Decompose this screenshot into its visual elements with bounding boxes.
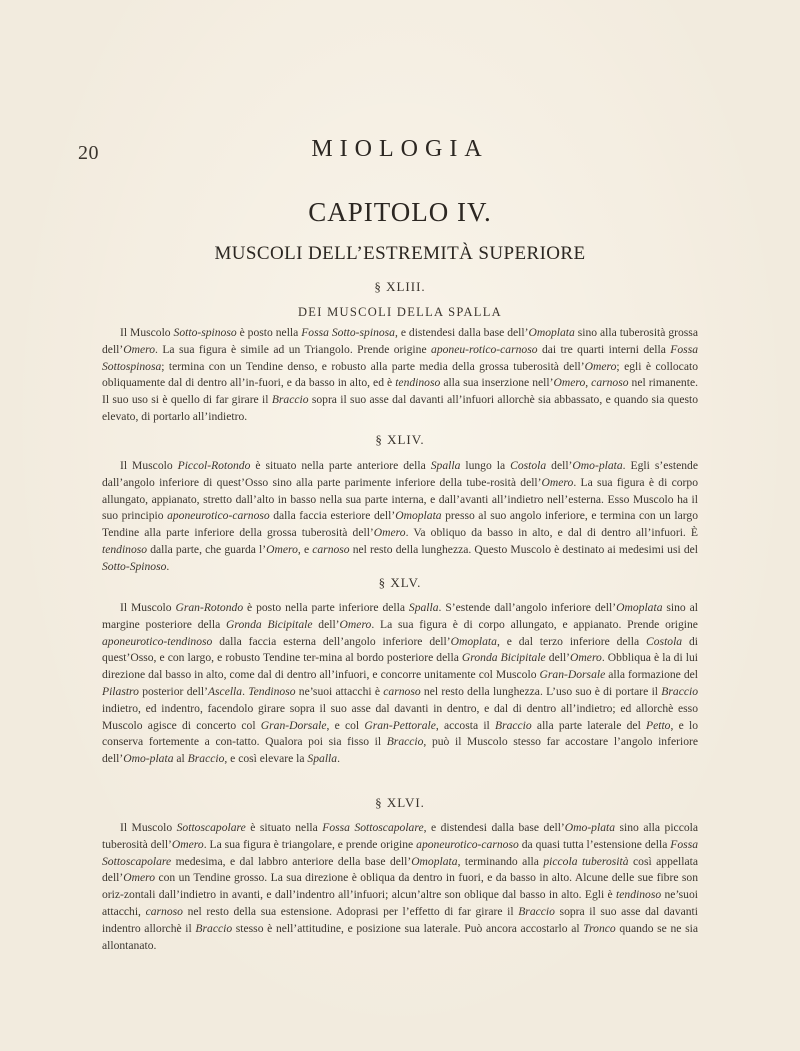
- italic-term: Sotto-Spinoso: [102, 559, 167, 573]
- italic-term: Braccio: [386, 735, 424, 749]
- italic-term: Fossa Sotto-spinosa: [301, 326, 395, 339]
- italic-term: Omero: [541, 475, 574, 489]
- paragraph-body-xlv: Il Muscolo Gran-Rotondo è posto nella parte inferiore della Spalla. S’estende dall’angolo inferiore dell’Omoplata sino al margine posteriore della Gronda Bicipitale dell’Omero. La sua figura è di corpo allungato, e appianato. Prende origine aponeurotico-tendinoso dalla faccia esterna dell’angolo inferiore dell’Omoplata, e dal terzo inferiore della Costola di quest’Osso, e con largo, e robusto Tendine ter-mina al bordo posteriore della Gronda Bicipitale dell’Omero. Obbliqua è la di lui direzione dal basso in alto, come dal di dentro all’infuori, e concorre unitamente col Muscolo Gran-Dorsale alla formazione del Pilastro posterior dell’Ascella. Tendinoso ne’suoi attacchi è carnoso nel resto della lunghezza. L’uso suo è di portare il Braccio indietro, ed indentro, facendolo girare sopra il suo asse dal davanti in dentro, e dal di dentro all’indietro; ed allorchè esso Muscolo agisce di concerto col Gran-Dorsale, e col Gran-Pettorale, accosta il Braccio alla parte laterale del Petto, e lo conserva fortemente a con-tatto. Qualora poi sia fisso il Braccio, può il Muscolo stesso far accostare l’angolo inferiore dell’Omo-plata al Braccio, e così elevare la Spalla.: [102, 601, 699, 766]
- paragraph-mark-xlv: § XLV.: [378, 575, 422, 590]
- italic-term: Ascella: [207, 684, 243, 698]
- italic-term: Braccio: [195, 921, 233, 935]
- italic-term: Omo-plata: [564, 821, 616, 834]
- italic-term: Gran-Dorsale: [260, 718, 327, 732]
- italic-term: Omo-plata: [572, 459, 623, 472]
- italic-term: tendinoso: [102, 542, 148, 556]
- italic-term: Sotto-spinoso: [173, 326, 237, 339]
- italic-term: Gran-Pettorale: [364, 718, 436, 732]
- italic-term: Omero: [584, 359, 617, 373]
- italic-term: Gronda Bicipitale: [461, 651, 546, 665]
- italic-term: Omo-plata: [123, 752, 174, 766]
- italic-term: Pilastro: [102, 684, 139, 698]
- italic-term: Spalla: [307, 752, 338, 766]
- section-title: MUSCOLI DELL’ESTREMITÀ SUPERIORE: [214, 243, 586, 264]
- italic-term: Fossa Sottoscapolare: [102, 837, 698, 868]
- italic-term: Omoplata: [450, 634, 497, 648]
- chapter-title: CAPITOLO IV.: [308, 197, 492, 227]
- italic-term: Sottoscapolare: [176, 821, 246, 834]
- italic-term: Piccol-Rotondo: [177, 459, 251, 472]
- italic-term: Braccio: [271, 393, 309, 407]
- italic-term: Omero: [553, 376, 586, 390]
- italic-term: Omoplata: [395, 509, 442, 523]
- italic-term: Omero: [373, 526, 406, 540]
- italic-term: Costola: [510, 459, 547, 472]
- paragraph-body-xliv: Il Muscolo Piccol-Rotondo è situato nella parte anteriore della Spalla lungo la Costola dell’Omo-plata. Egli s’estende dall’angolo inferiore di quest’Osso sino alla parte parimente inferiore della tube-rosità dell’Omero. La sua figura è di corpo allungato, appianato, stretto dall’alto in basso nella sua parte interna, e dall’avanti all’indietro nell’esterna. Esso Muscolo ha il suo principio aponeurotico-carnoso dalla faccia esteriore dell’Omoplata presso al suo angolo inferiore, e termina con un largo Tendine alla parte inferiore della grossa tuberosità dell’Omero. Va obliquo da basso in alto, e dal di dentro all’infuori. È tendinoso dalla parte, che guarda l’Omero, e carnoso nel resto della lunghezza. Questo Muscolo è destinato ai medesimi usi del Sotto-Spinoso.: [102, 459, 698, 573]
- italic-term: Omero: [266, 542, 298, 556]
- italic-term: Omoplata: [411, 854, 458, 868]
- italic-term: piccola tuberosità: [543, 854, 629, 868]
- paragraph-mark-xliv: § XLIV.: [375, 432, 425, 447]
- italic-term: carnoso: [383, 684, 421, 698]
- italic-term: Omero: [570, 651, 602, 665]
- italic-term: Fossa Sottospinosa: [102, 342, 698, 373]
- italic-term: carnoso: [145, 904, 183, 918]
- italic-term: Spalla: [430, 459, 461, 472]
- italic-term: Braccio: [661, 684, 698, 698]
- italic-term: aponeu-rotico-carnoso: [431, 342, 538, 356]
- italic-term: Braccio: [518, 904, 555, 918]
- italic-term: Gronda Bicipitale: [226, 617, 313, 631]
- italic-term: Petto: [646, 718, 671, 732]
- italic-term: aponeurotico-tendinoso: [102, 634, 213, 648]
- running-head: MIOLOGIA: [311, 136, 489, 162]
- italic-term: Braccio: [495, 718, 532, 732]
- italic-term: Omero: [123, 871, 156, 885]
- italic-term: carnoso: [591, 376, 629, 390]
- paragraph-mark-xliii: § XLIII.: [374, 279, 426, 294]
- italic-term: Fossa Sottoscapolare: [322, 821, 424, 834]
- paragraph-mark-xlvi: § XLVI.: [375, 795, 425, 810]
- page-number: 20: [78, 142, 99, 164]
- italic-term: Costola: [646, 634, 683, 648]
- italic-term: carnoso: [312, 542, 350, 556]
- italic-term: Omero: [339, 617, 372, 631]
- italic-term: aponeurotico-carnoso: [167, 509, 270, 523]
- italic-term: Omero: [171, 837, 204, 851]
- italic-term: Braccio: [187, 752, 225, 766]
- italic-term: tendinoso: [395, 376, 441, 390]
- paragraph-body-xliii: Il Muscolo Sotto-spinoso è posto nella Fossa Sotto-spinosa, e distendesi dalla base dell’Omoplata sino alla tuberosità grossa dell’Omero. La sua figura è simile ad un Triangolo. Prende origine aponeu-rotico-carnoso dai tre quarti interni della Fossa Sottospinosa; termina con un Tendine denso, e robusto alla parte media della grossa tuberosità dell’Omero; egli è collocato obliquamente dal di dentro all’in-fuori, e da basso in alto, ed è tendinoso alla sua inserzione nell’Omero, carnoso nel rimanente. Il suo uso si è quello di far girare il Braccio sopra il suo asse dal davanti all’infuori allorchè sia abbassato, e quando sia questo elevato, di portarlo all’indietro.: [102, 326, 698, 423]
- italic-term: tendinoso: [616, 888, 662, 902]
- italic-term: Omoplata: [528, 326, 575, 339]
- italic-term: Gran-Dorsale: [539, 668, 606, 682]
- italic-term: Omoplata: [616, 601, 663, 614]
- italic-term: aponeurotico-carnoso: [416, 837, 519, 851]
- italic-term: Tronco: [583, 921, 616, 935]
- paragraph-body-xlvi: Il Muscolo Sottoscapolare è situato nella Fossa Sottoscapolare, e distendesi dalla base dell’Omo-plata sino alla piccola tuberosità dell’Omero. La sua figura è triangolare, e prende origine aponeurotico-carnoso da quasi tutta l’estensione della Fossa Sottoscapolare medesima, e dal labbro anteriore della base dell’Omoplata, terminando alla piccola tuberosità così appellata dell’Omero con un Tendine grosso. La sua direzione è obliqua da dentro in fuori, e da basso in alto. Alcune delle sue fibre son oriz-zontali dall’indietro in avanti, e dall’indentro all’infuori; alcun’altre son oblique dal basso in alto. Egli è tendinoso ne’suoi attacchi, carnoso nel resto della sua estensione. Adoprasi per l’effetto di far girare il Braccio sopra il suo asse dal davanti indentro allorchè il Braccio stesso è nell’attitudine, e posizione sua laterale. Può ancora accostarlo al Tronco quando se ne sia allontanato.: [102, 821, 698, 952]
- italic-term: Gran-Rotondo: [175, 601, 244, 614]
- italic-term: Omero: [123, 342, 156, 356]
- italic-term: Tendinoso: [248, 684, 296, 698]
- subsection-title: DEI MUSCOLI DELLA SPALLA: [297, 305, 502, 319]
- italic-term: Spalla: [408, 601, 439, 614]
